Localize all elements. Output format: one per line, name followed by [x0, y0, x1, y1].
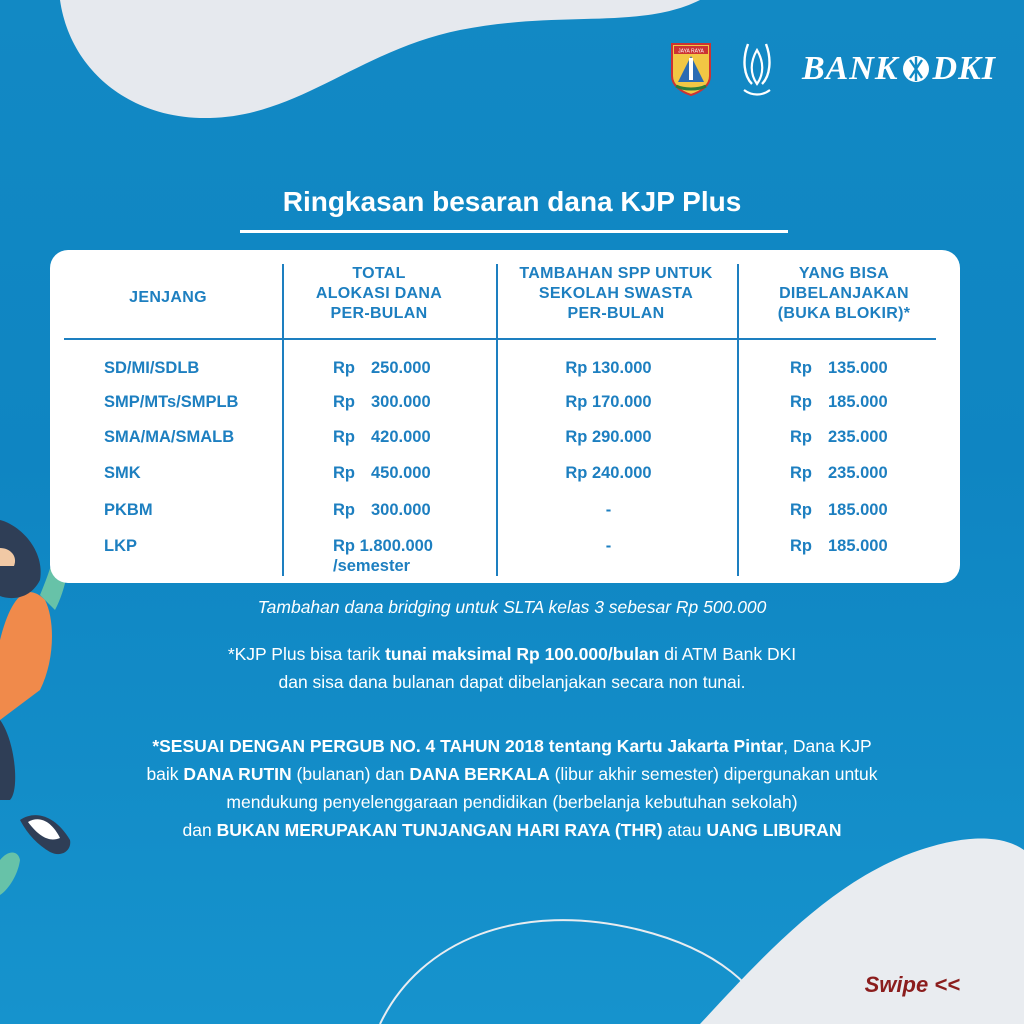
regulation-text: (libur akhir semester) dipergunakan untuk	[549, 764, 878, 784]
cell-jenjang: SMP/MTs/SMPLB	[104, 393, 239, 411]
regulation-emphasis: *SESUAI DENGAN PERGUB NO. 4 TAHUN 2018 tentang Kartu Jakarta Pintar	[152, 736, 784, 756]
cell-spp: -	[605, 501, 612, 519]
header-jenjang	[78, 288, 258, 308]
header-total-line-3: PER-BULAN	[330, 305, 428, 322]
cell-spp: Rp 170.000	[565, 393, 652, 411]
cash-note-text: *KJP Plus bisa tarik	[227, 644, 386, 664]
swipe-hint[interactable]: Swipe <<	[864, 972, 960, 997]
regulation-text: dan	[182, 820, 217, 840]
cell-total-value: 450.000	[371, 464, 431, 482]
cell-total-value: 300.000	[371, 393, 431, 411]
regulation-text: baik	[146, 764, 184, 784]
cell-total	[333, 500, 431, 520]
cell-belanja-currency: Rp	[790, 359, 812, 377]
cell-belanja-currency: Rp	[790, 464, 812, 482]
cell-belanja	[790, 500, 888, 520]
header-belanja-line-2: DIBELANJAKAN	[779, 285, 909, 302]
cell-jenjang: PKBM	[104, 501, 153, 519]
cell-total-value: 300.000	[371, 501, 431, 519]
cell-total-period: /semester	[333, 557, 411, 575]
header-divider	[64, 338, 936, 340]
cell-belanja	[790, 427, 888, 447]
cash-note-text: di ATM Bank DKI	[659, 644, 797, 664]
cell-spp: Rp 240.000	[565, 464, 652, 482]
cell-jenjang: LKP	[104, 537, 137, 555]
cell-belanja	[790, 358, 888, 378]
regulation-note	[0, 732, 1024, 844]
regulation-emphasis: BUKAN MERUPAKAN TUNJANGAN HARI RAYA (THR)	[216, 820, 663, 840]
header-logos	[670, 40, 996, 98]
page-title: Ringkasan besaran dana KJP Plus	[282, 186, 742, 217]
cell-belanja-value: 135.000	[828, 359, 888, 377]
bridging-note: Tambahan dana bridging untuk SLTA kelas 3 sebesar Rp 500.000	[257, 597, 767, 617]
cell-spp: Rp 130.000	[565, 359, 652, 377]
cell-belanja-value: 185.000	[828, 537, 888, 555]
cash-withdrawal-note	[0, 640, 1024, 696]
column-divider	[496, 264, 498, 576]
cell-jenjang: SMA/MA/SMALB	[104, 428, 235, 446]
header-total-line-2: ALOKASI DANA	[315, 285, 443, 302]
regulation-emphasis: UANG LIBURAN	[706, 820, 842, 840]
cell-belanja-currency: Rp	[790, 501, 812, 519]
cell-spp: -	[605, 537, 612, 555]
header-belanja	[750, 264, 938, 324]
bank-name-suffix: DKI	[932, 50, 996, 87]
cell-total-currency: Rp	[333, 501, 355, 519]
jakarta-crest-icon	[670, 42, 712, 96]
cell-belanja-value: 185.000	[828, 501, 888, 519]
cell-belanja	[790, 463, 888, 483]
regulation-line-2	[0, 760, 1024, 788]
cell-belanja-currency: Rp	[790, 393, 812, 411]
regulation-line-3: mendukung penyelenggaraan pendidikan (berbelanja kebutuhan sekolah)	[226, 792, 798, 812]
cell-spp: Rp 290.000	[565, 428, 652, 446]
cell-total-value: 250.000	[371, 359, 431, 377]
cell-jenjang: SD/MI/SDLB	[104, 359, 200, 377]
cell-belanja-value: 235.000	[828, 428, 888, 446]
regulation-emphasis: DANA RUTIN	[183, 764, 292, 784]
cell-belanja-currency: Rp	[790, 428, 812, 446]
summary-table	[50, 250, 960, 583]
crest-label: JAYA RAYA	[678, 48, 704, 55]
cell-belanja-currency: Rp	[790, 537, 812, 555]
regulation-text: (bulanan) dan	[291, 764, 410, 784]
cell-total	[333, 358, 431, 378]
header-total	[290, 264, 468, 324]
cell-belanja-value: 185.000	[828, 393, 888, 411]
cell-total-currency: Rp	[333, 428, 355, 446]
cash-note-emphasis: tunai maksimal Rp 100.000/bulan	[385, 644, 660, 664]
cell-belanja	[790, 392, 888, 412]
cell-belanja-value: 235.000	[828, 464, 888, 482]
header-belanja-line-3: (BUKA BLOKIR)*	[777, 305, 911, 322]
column-divider	[282, 264, 284, 576]
cell-total-currency: Rp	[333, 359, 355, 377]
column-divider	[737, 264, 739, 576]
cell-jenjang: SMK	[104, 464, 141, 482]
header-spp	[500, 264, 732, 324]
cell-total-value: 420.000	[371, 428, 431, 446]
header-spp-line-3: PER-BULAN	[567, 305, 665, 322]
bank-dki-mark-icon	[901, 54, 931, 84]
cell-total-currency: Rp	[333, 393, 355, 411]
cell-total-currency: Rp	[333, 464, 355, 482]
header-belanja-line-1: YANG BISA	[798, 265, 890, 282]
cell-total	[333, 463, 431, 483]
ornament-logo-icon	[738, 40, 776, 98]
cell-total	[333, 392, 431, 412]
cell-total-value: Rp 1.800.000	[333, 537, 433, 555]
regulation-line-4	[0, 816, 1024, 844]
regulation-text: atau	[662, 820, 707, 840]
header-spp-line-1: TAMBAHAN SPP UNTUK	[519, 265, 713, 282]
cash-note-line-1	[0, 640, 1024, 668]
cell-belanja	[790, 536, 888, 556]
bank-dki-logo	[802, 50, 996, 88]
header-total-line-1: TOTAL	[352, 265, 406, 282]
regulation-text: , Dana KJP	[783, 736, 872, 756]
regulation-line-1	[0, 732, 1024, 760]
cell-total	[333, 427, 431, 447]
title-underline	[240, 230, 788, 233]
cash-note-line-2: dan sisa dana bulanan dapat dibelanjakan secara non tunai.	[278, 672, 746, 692]
header-jenjang-line: JENJANG	[129, 289, 207, 306]
regulation-emphasis: DANA BERKALA	[409, 764, 550, 784]
header-spp-line-2: SEKOLAH SWASTA	[538, 285, 694, 302]
bank-name-prefix: BANK	[801, 50, 899, 87]
cell-total-lkp	[333, 536, 433, 576]
